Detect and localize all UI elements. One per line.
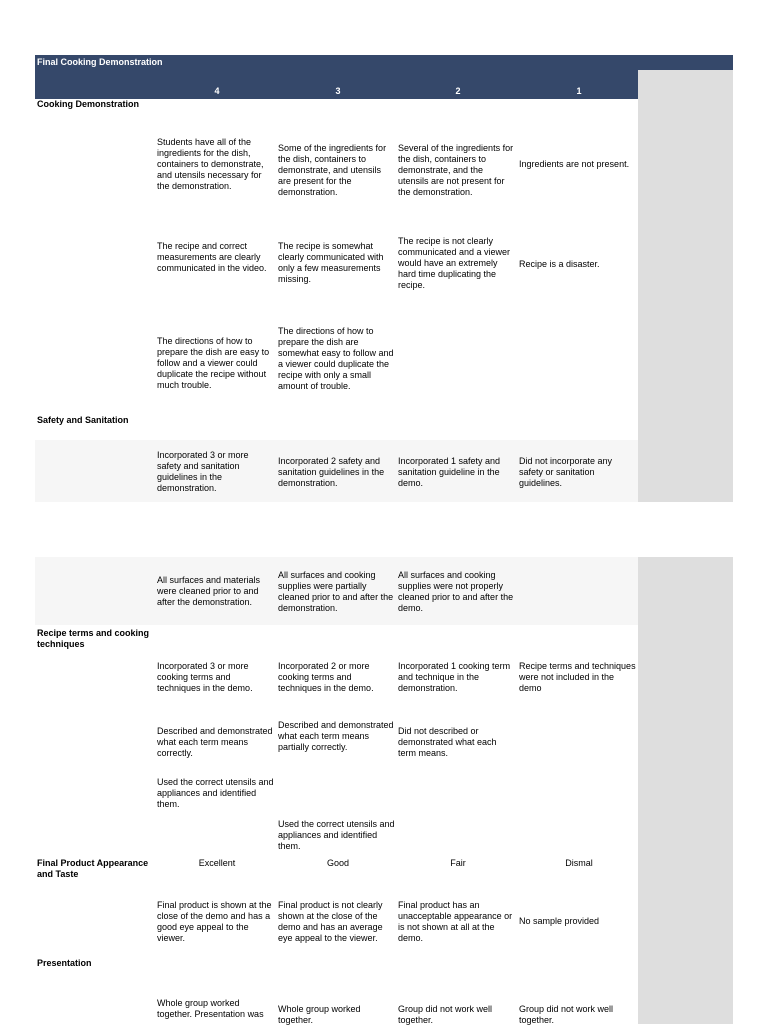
- ingredients-score-3: Some of the ingredients for the dish, containers to demonstrate, and utensils are present for the demonstration.: [278, 143, 387, 197]
- recipe-score-3: The recipe is somewhat clearly communicated with only a few measurements missing.: [278, 241, 384, 284]
- column-header-1: 1: [576, 86, 582, 96]
- column-header-2: 2: [455, 86, 461, 96]
- surfaces-score-4: All surfaces and materials were cleaned prior to and after the demonstration.: [157, 575, 261, 607]
- terms-score-2: Incorporated 1 cooking term and technique in the demonstration.: [398, 661, 511, 693]
- product-score-2: Final product has an unacceptable appearance or is not shown at all at the demo.: [398, 900, 513, 943]
- section-cooking-demonstration: Cooking Demonstration: [37, 99, 140, 109]
- described-score-4: Described and demonstrated what each term means correctly.: [157, 726, 273, 758]
- group-score-1: Group did not work well together.: [519, 1004, 614, 1025]
- recipe-score-1: Recipe is a disaster.: [519, 259, 600, 269]
- recipe-score-2: The recipe is not clearly communicated and a viewer would have an extremely hard time duplicating the recipe.: [398, 236, 511, 290]
- terms-score-1: Recipe terms and techniques were not included in the demo: [519, 661, 636, 693]
- safety-score-2: Incorporated 1 safety and sanitation guideline in the demo.: [398, 456, 501, 488]
- terms-score-4: Incorporated 3 or more cooking terms and techniques in the demo.: [157, 661, 253, 693]
- ingredients-score-4: Students have all of the ingredients for the dish, containers to demonstrate, and utensils necessary for the demonstration.: [157, 137, 264, 191]
- surfaces-score-2: All surfaces and cooking supplies were not properly cleaned prior to and after the demo.: [398, 570, 514, 613]
- terms-score-3: Incorporated 2 or more cooking terms and techniques in the demo.: [278, 661, 374, 693]
- product-score-3: Final product is not clearly shown at the close of the demo and has an average eye appeal to the viewer.: [278, 900, 383, 943]
- directions-score-4: The directions of how to prepare the dish are easy to follow and a viewer could duplicate the recipe without much trouble.: [157, 336, 270, 390]
- described-score-3: Described and demonstrated what each term means partially correctly.: [278, 720, 394, 752]
- side-panel-top: [638, 70, 733, 502]
- rating-dismal: Dismal: [565, 858, 593, 868]
- ingredients-score-2: Several of the ingredients for the dish, containers to demonstrate, and the utensils are not present for the demonstration.: [398, 143, 514, 197]
- recipe-score-4: The recipe and correct measurements are clearly communicated in the video.: [157, 241, 267, 273]
- section-final-product: Final Product Appearance and Taste: [37, 858, 149, 879]
- group-score-3: Whole group worked together.: [278, 1004, 361, 1025]
- group-score-2: Group did not work well together.: [398, 1004, 493, 1025]
- product-score-1: No sample provided: [519, 916, 600, 926]
- side-panel-bottom: [638, 557, 733, 1024]
- utensils-score-3: Used the correct utensils and appliances and identified them.: [278, 819, 395, 851]
- ingredients-score-1: Ingredients are not present.: [519, 159, 630, 169]
- described-score-2: Did not described or demonstrated what each term means.: [398, 726, 497, 758]
- directions-score-3: The directions of how to prepare the dish are somewhat easy to follow and a viewer could duplicate the recipe with only a small amount of trouble.: [278, 326, 394, 391]
- column-header-3: 3: [335, 86, 341, 96]
- product-score-4: Final product is shown at the close of the demo and has a good eye appeal to the viewer.: [157, 900, 272, 943]
- group-score-4: Whole group worked together. Presentation was: [157, 998, 264, 1019]
- surfaces-score-3: All surfaces and cooking supplies were partially cleaned prior to and after the demonstration.: [278, 570, 394, 613]
- safety-score-1: Did not incorporate any safety or sanitation guidelines.: [519, 456, 613, 488]
- column-header-4: 4: [214, 86, 220, 96]
- rating-fair: Fair: [450, 858, 466, 868]
- utensils-score-4: Used the correct utensils and appliances and identified them.: [157, 777, 274, 809]
- safety-score-4: Incorporated 3 or more safety and sanitation guidelines in the demonstration.: [157, 450, 249, 493]
- safety-score-3: Incorporated 2 safety and sanitation guidelines in the demonstration.: [278, 456, 385, 488]
- section-recipe-terms: Recipe terms and cooking techniques: [37, 628, 150, 649]
- rubric-title: Final Cooking Demonstration: [37, 57, 163, 67]
- section-safety-sanitation: Safety and Sanitation: [37, 415, 129, 425]
- rating-good: Good: [326, 858, 350, 868]
- rating-excellent: Excellent: [198, 858, 236, 868]
- section-presentation: Presentation: [37, 958, 92, 968]
